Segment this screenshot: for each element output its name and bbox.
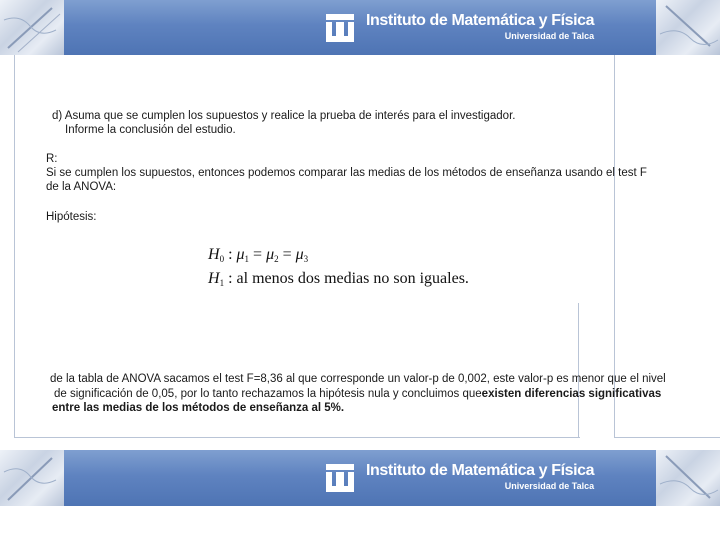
conclusion-line-2 (54, 387, 661, 401)
header-banner (0, 0, 720, 55)
frame-bottom-line (14, 437, 580, 438)
decorative-paper-left (0, 0, 64, 55)
footer-banner (0, 450, 720, 506)
frame-left-line (14, 55, 15, 438)
answer-line-1: Si se cumplen los supuestos, entonces podemos comparar las medias de los métodos de enseñanza usando el test F (46, 167, 647, 179)
h0-subscript: 0 (219, 254, 225, 264)
alternative-hypothesis (208, 271, 469, 288)
frame-inner-line (578, 303, 579, 437)
university-logo-icon (326, 14, 354, 42)
h0-symbol: H (208, 246, 220, 263)
footer-brand (366, 463, 594, 491)
university-name: Universidad de Talca (504, 31, 595, 41)
pen-sketch-icon (656, 450, 720, 506)
mu-2-subscript: 2 (274, 254, 279, 264)
decorative-paper-right (656, 450, 720, 506)
university-name: Universidad de Talca (504, 481, 595, 491)
conclusion-line-3: entre las medias de los métodos de enseñanza al 5%. (52, 402, 345, 414)
conclusion-line-2-plain: de significación de 0,05, por lo tanto rechazamos la hipótesis nula y concluimos que (54, 388, 482, 400)
mu-2: μ (266, 246, 275, 263)
h1-symbol: H (208, 270, 220, 287)
question-line-2: Informe la conclusión del estudio. (65, 124, 236, 136)
h1-colon: : (228, 270, 233, 287)
frame-bottom-right-line (614, 437, 720, 438)
null-hypothesis (208, 247, 308, 264)
conclusion-line-1: de la tabla de ANOVA sacamos el test F=8,36 al que corresponde un valor-p de 0,002, este valor-p es menor que el nivel (50, 373, 666, 385)
mu-3-subscript: 3 (303, 254, 309, 264)
answer-label: R: (46, 153, 58, 165)
hypotheses-label: Hipótesis: (46, 211, 97, 223)
pen-sketch-icon (0, 450, 64, 506)
h0-colon: : (228, 246, 233, 263)
decorative-paper-right (656, 0, 720, 55)
mu-1: μ (236, 246, 245, 263)
decorative-paper-left (0, 450, 64, 506)
equals-1: = (253, 246, 263, 263)
mu-1-subscript: 1 (244, 254, 250, 264)
h1-text: al menos dos medias no son iguales. (236, 270, 469, 287)
header-brand (366, 13, 594, 41)
conclusion-line-2-bold: existen diferencias significativas (481, 388, 662, 400)
mu-3: μ (295, 246, 304, 263)
pen-sketch-icon (0, 0, 64, 55)
answer-line-2: de la ANOVA: (46, 181, 117, 193)
h1-subscript: 1 (219, 278, 225, 288)
equals-2: = (282, 246, 292, 263)
pen-sketch-icon (656, 0, 720, 55)
institution-name: Instituto de Matemática y Física (366, 12, 595, 29)
question-line-1: d) Asuma que se cumplen los supuestos y realice la prueba de interés para el investigador. (52, 110, 516, 122)
university-logo-icon (326, 464, 354, 492)
institution-name: Instituto de Matemática y Física (366, 462, 595, 479)
